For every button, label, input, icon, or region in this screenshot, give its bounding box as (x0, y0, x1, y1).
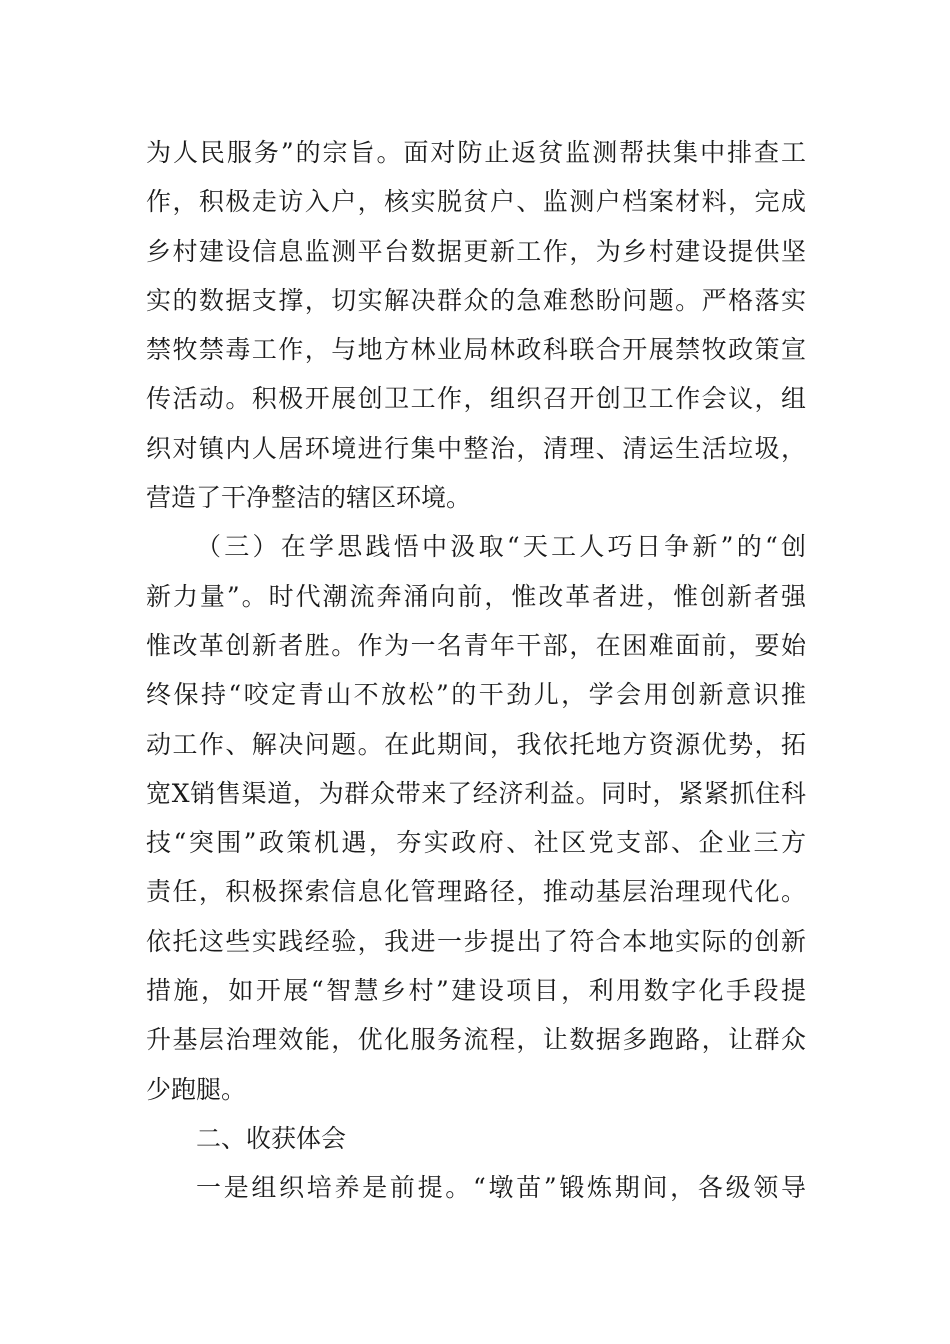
paragraph-line: 织对镇内人居环境进行集中整治，清理、清运生活垃圾， (146, 433, 806, 463)
paragraph-line: 一是组织培养是前提。“墩苗”锻炼期间，各级领导 (196, 1173, 806, 1203)
section-heading-line: （三）在学思践悟中汲取“天工人巧日争新”的“创 (196, 532, 806, 562)
paragraph-line: 惟改革创新者胜。作为一名青年干部，在困难面前，要始 (146, 630, 806, 660)
paragraph-1 (146, 128, 806, 522)
paragraph-line: 终保持“咬定青山不放松”的干劲儿，学会用创新意识推 (146, 680, 806, 710)
paragraph-line: 新力量”。时代潮流奔涌向前，惟改革者进，惟创新者强 (146, 581, 806, 611)
paragraph-line: 责任，积极探索信息化管理路径，推动基层治理现代化。 (146, 877, 806, 907)
paragraph-line: 动工作、解决问题。在此期间，我依托地方资源优势，拓 (146, 729, 806, 759)
paragraph-line: 禁牧禁毒工作，与地方林业局林政科联合开展禁牧政策宣 (146, 335, 806, 365)
paragraph-line: 为人民服务”的宗旨。面对防止返贫监测帮扶集中排查工 (146, 138, 806, 167)
paragraph-line: 营造了干净整洁的辖区环境。 (146, 483, 472, 513)
paragraph-line: 宽X销售渠道，为群众带来了经济利益。同时，紧紧抓住科 (146, 778, 806, 808)
paragraph-line: 技“突围”政策机遇，夯实政府、社区党支部、企业三方 (146, 828, 806, 858)
paragraph-line: 乡村建设信息监测平台数据更新工作，为乡村建设提供坚 (146, 236, 806, 266)
paragraph-2 (146, 522, 806, 1114)
paragraph-line: 依托这些实践经验，我进一步提出了符合本地实际的创新 (146, 926, 806, 956)
section-heading: 二、收获体会 (196, 1123, 347, 1153)
paragraph-4 (146, 1163, 806, 1212)
paragraph-3 (146, 1114, 806, 1163)
paragraph-line: 作，积极走访入户，核实脱贫户、监测户档案材料，完成 (146, 187, 806, 217)
paragraph-line: 实的数据支撑，切实解决群众的急难愁盼问题。严格落实 (146, 285, 806, 315)
paragraph-line: 措施，如开展“智慧乡村”建设项目，利用数字化手段提 (146, 976, 806, 1006)
document-body (146, 128, 806, 1213)
paragraph-line: 少跑腿。 (146, 1074, 247, 1104)
paragraph-line: 升基层治理效能，优化服务流程，让数据多跑路，让群众 (146, 1025, 806, 1055)
paragraph-line: 传活动。积极开展创卫工作，组织召开创卫工作会议，组 (146, 384, 806, 414)
